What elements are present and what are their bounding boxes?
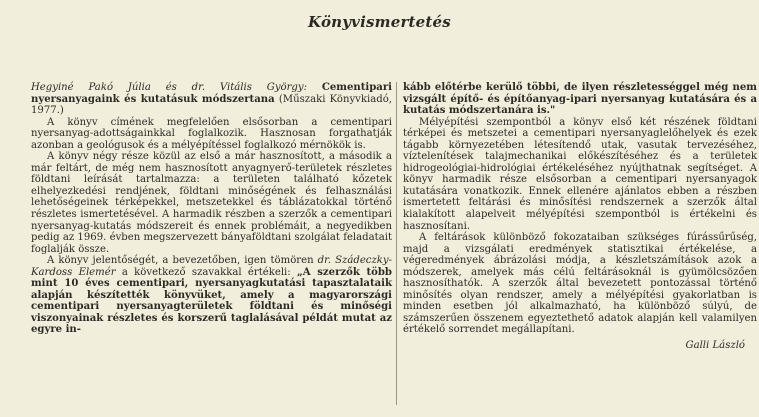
page-title: Könyvismertetés xyxy=(308,13,451,31)
book-publication: (Műszaki Könyvkiadó, 1977.) xyxy=(31,93,392,117)
book-title: Cementipari nyersanyagaink és kutatásuk módszertana xyxy=(31,82,392,105)
reviewer-signature: Galli László xyxy=(685,340,745,352)
paragraph-1: A könyv címének megfelelően elsősorban a cementipari nyersanyag-adottságainkkal foglalkozik. Hasznosan forgathatják azonban a geológusok és a mélyépítéssel foglalkozó mérnökök is. xyxy=(31,116,392,151)
quote-continuation: kább előtérbe kerülő többi, de ilyen részletességgel még nem vizsgált építő- és építőanyag-ipari nyersanyag kutatására és a kutatás módszertanára is." xyxy=(403,82,757,117)
paragraph-5: A feltárások különböző fokozataiban szükséges fúrássűrűség, majd a vizsgálati eredmények statisztikai értékelése, a végeredmények ábrázolási módja, a készletszámítások azok a módszerek, amelyek más célú feltárásoknál is gyümölcsözően hasznosíthatók. A szerzők által bevezetett pontozással történő minősítés olyan rendszer, amely a mélyépítési gyakorlatban is minden esetben jól alkalmazható, ha különböző súlyú, de számszerűen összenem egyeztethető adatok alapján kell valamilyen értékelő sorrendet megállapítani. xyxy=(403,232,757,336)
paragraph-4: Mélyépítési szempontból a könyv első két részének földtani térképei és metszetei a cementipari nyersanyaglelőhelyek és ezek tágabb környezetében létesítendő utak, vasutak tervezéséhez, víztelenítések talajmechanikai előkészítéséhez és a területek hidrogeológiai-hidrológiai értékeléséhez nyújthatnak segítséget. A könyv harmadik része elsősorban a cementipari nyersanyagok kutatására vonatkozik. Ennek ellenére ajánlatos ebben a részben ismertetett feltárási és minősítési rendszernek a szerzők által kialakított alapelveit mélyépítési szempontból is értékelni és hasznosítani. xyxy=(403,116,757,232)
paragraph-2: A könyv négy része közül az első a már hasznosított, a második a már feltárt, de még nem hasznosított anyagnyerő-területek részletes földtani leírását tartalmazza: a területen található kőzetek elhelyezkedési rendjének, földtani minőségének és felhasználási lehetőségeinek térképekkel, metszetekkel és táblázatokkal történő részletes ismertetésével. A harmadik részben a szerzők a cementipari nyersanyag-kutatás módszereit és ennek problémáit, a negyedikben pedig az 1969. évben megszervezett bányaföldtani szolgálat feladatait foglalják össze. xyxy=(31,151,392,255)
book-reference xyxy=(31,82,392,117)
foreword-author: dr. Szádeczky-Kardoss Elemér xyxy=(31,255,393,278)
paragraph-3-end: a következő szavakkal értékeli: xyxy=(121,266,291,278)
book-authors: Hegyiné Pakó Júlia és dr. Vitális György: xyxy=(31,82,307,93)
paragraph-3 xyxy=(31,255,392,336)
right-column xyxy=(403,82,757,352)
paragraph-3-start: A könyv jelentőségét, a bevezetőben, igen tömören xyxy=(47,255,314,267)
quote: „A szerzők több mint 10 éves cementipari, nyersanyagkutatási tapasztalataik alapján készítették könyvüket, amely a magyarországi cementipari nyersanyagterületek földtani és minőségi viszonyainak részletes és korszerű taglalásával példát mutat az egyre in- xyxy=(31,266,392,336)
left-column xyxy=(31,82,392,336)
column-divider xyxy=(396,82,397,405)
